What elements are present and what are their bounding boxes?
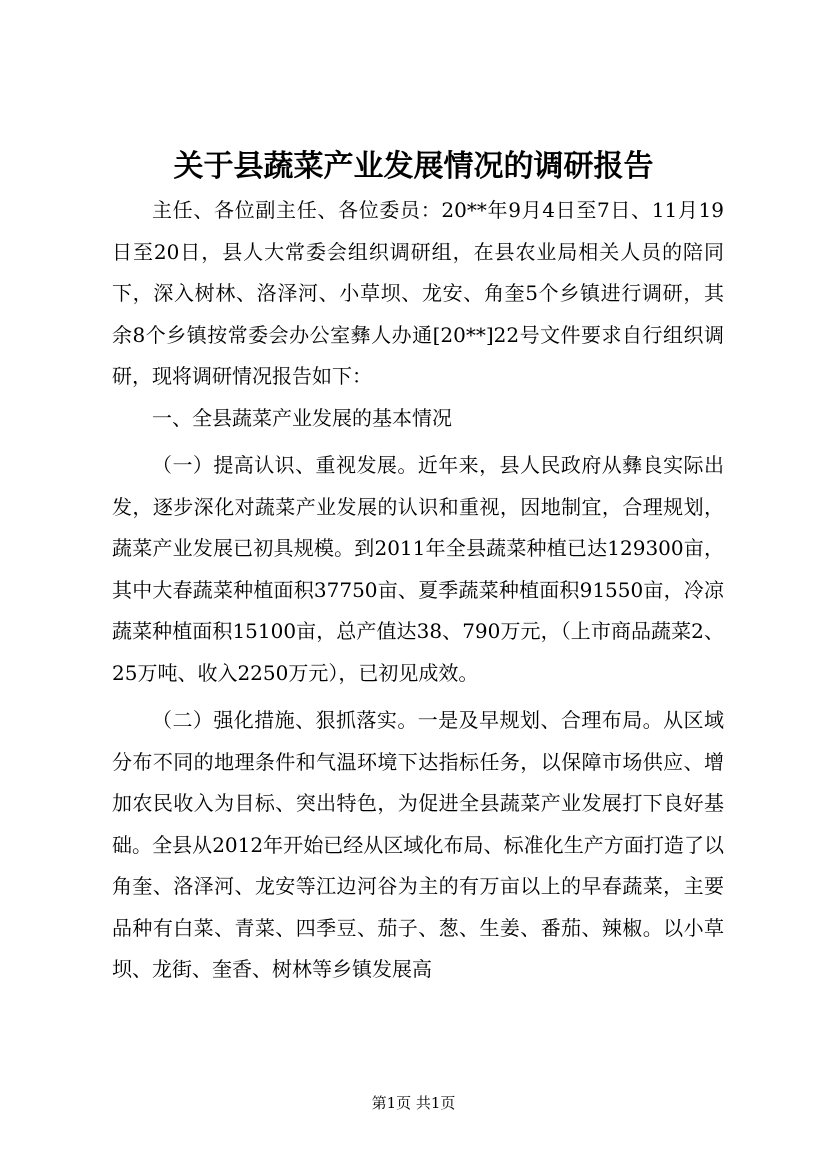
section-heading-1: 一、全县蔬菜产业发展的基本情况 xyxy=(152,405,452,430)
paragraph-subsection-1: （一）提高认识、重视发展。近年来，县人民政府从彝良实际出发，逐步深化对蔬菜产业发展的认识和重视，因地制宜，合理规划，蔬菜产业发展已初具规模。到2011年全县蔬菜种植已达129300亩，其中大春蔬菜种植面积37750亩、夏季蔬菜种植面积91550亩，冷凉蔬菜种植面积15100亩，总产值达38、790万元，（上市商品蔬菜2、25万吨、收入2250万元），已初见成效。 xyxy=(112,453,724,685)
paragraph-subsection-2: （二）强化措施、狠抓落实。一是及早规划、合理布局。从区域分布不同的地理条件和气温环境下达指标任务，以保障市场供应、增加农民收入为目标、突出特色，为促进全县蔬菜产业发展打下良好基础。全县从2012年开始已经从区域化布局、标准化生产方面打造了以角奎、洛泽河、龙安等江边河谷为主的有万亩以上的早春蔬菜，主要品种有白菜、青菜、四季豆、茄子、葱、生姜、番茄、辣椒。以小草坝、龙街、奎香、树林等乡镇发展高 xyxy=(112,708,724,981)
document-title: 关于县蔬菜产业发展情况的调研报告 xyxy=(173,149,654,184)
document-body xyxy=(112,190,724,991)
paragraph-intro: 主任、各位副主任、各位委员：20**年9月4日至7日、11月19日至20日，县人大常委会组织调研组，在县农业局相关人员的陪同下，深入树林、洛泽河、小草坝、龙安、角奎5个乡镇进行调研，其余8个乡镇按常委会办公室彝人办通[20**]22号文件要求自行组织调研，现将调研情况报告如下： xyxy=(112,198,724,388)
page-footer: 第1页 共1页 xyxy=(371,1094,456,1112)
